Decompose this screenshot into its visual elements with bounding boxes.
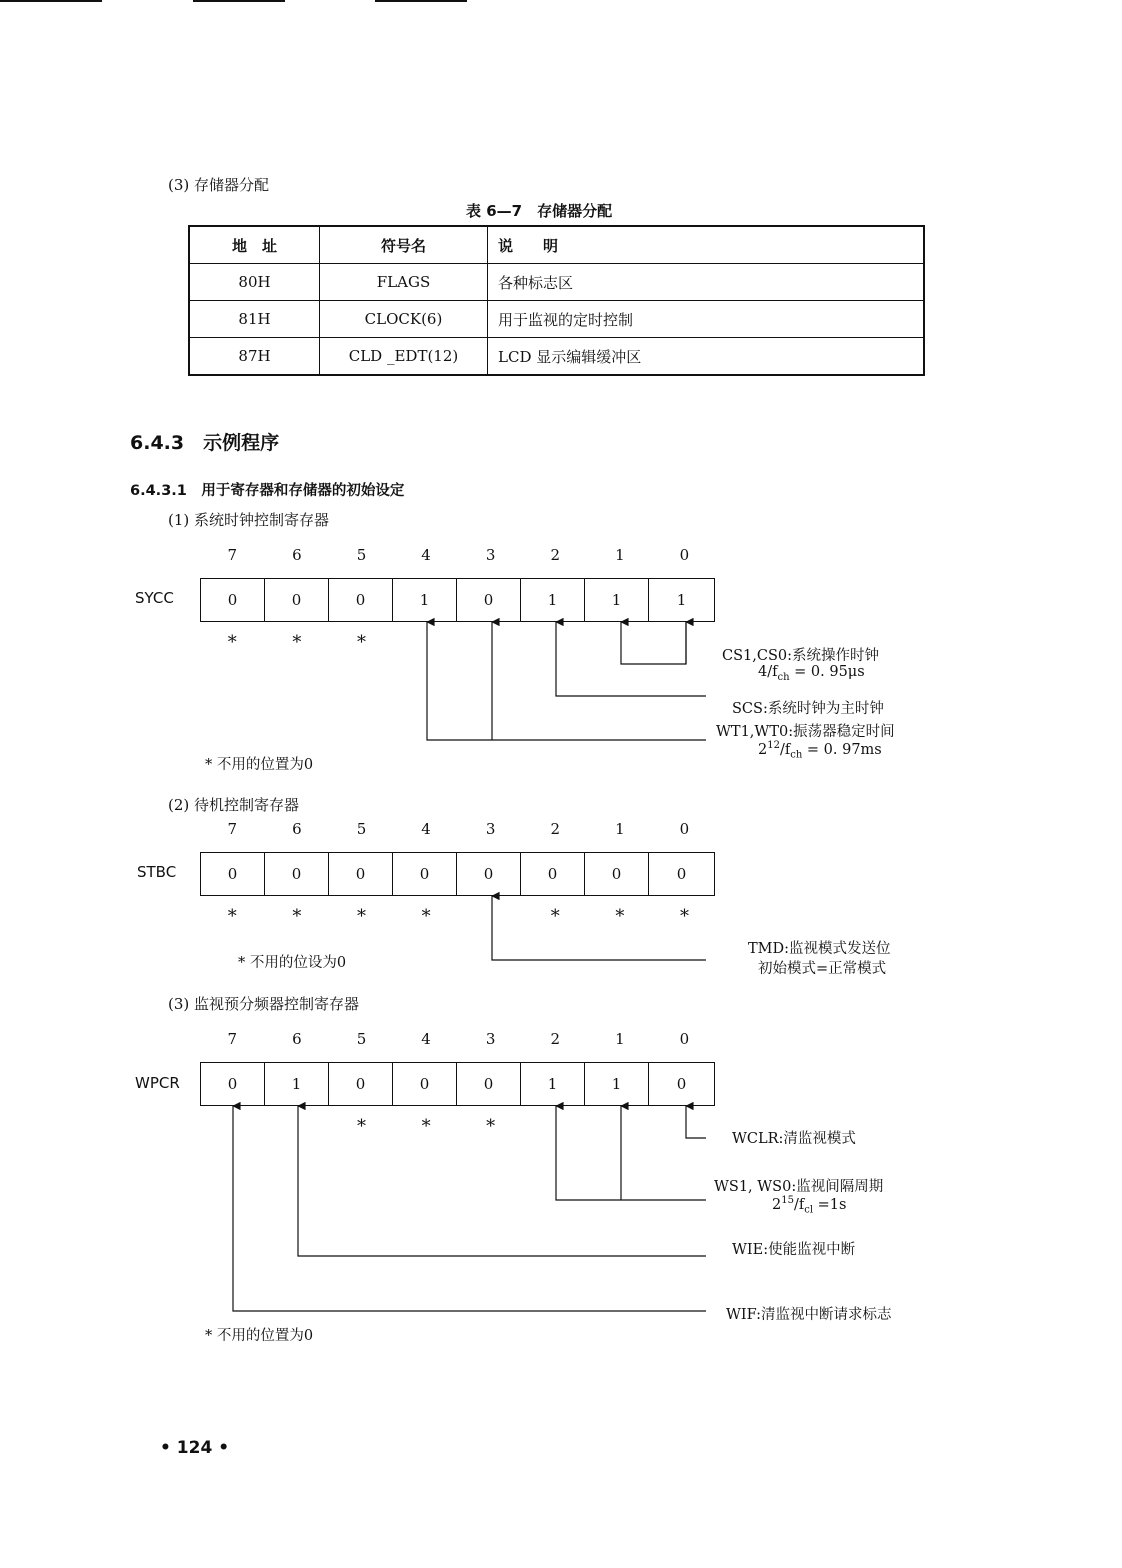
- bit-number: 0: [679, 546, 690, 564]
- page-number: • 124 •: [160, 1438, 230, 1458]
- bit-number: 4: [421, 546, 431, 564]
- cell-symbol: FLAGS: [320, 264, 488, 301]
- cell-symbol: CLOCK(6): [320, 301, 488, 338]
- wpcr-footnote: * 不用的位置为0: [205, 1328, 314, 1344]
- sycc-footnote: * 不用的位置为0: [205, 757, 314, 773]
- bit-number: 7: [227, 546, 238, 564]
- bit-number: 3: [485, 820, 496, 838]
- wpcr-arrow-wie: [298, 1106, 706, 1256]
- bit-number: 4: [421, 820, 431, 838]
- bit-cell: 0: [457, 1063, 521, 1105]
- cell-description: 各种标志区: [488, 264, 925, 301]
- bit-cell: 0: [457, 853, 521, 895]
- col-description: 说 明: [488, 226, 925, 264]
- wpcr-arrow-wif: [233, 1106, 706, 1311]
- bit-cell: 1: [265, 1063, 329, 1105]
- bit-cell: 0: [265, 579, 329, 621]
- bit-number: 0: [679, 1030, 690, 1048]
- bit-cell: 0: [676, 865, 687, 883]
- bit-cell: 1: [521, 1063, 585, 1105]
- unused-marker: *: [292, 906, 302, 927]
- unused-marker: *: [550, 906, 560, 927]
- unused-marker: *: [227, 906, 237, 927]
- bit-number: 1: [615, 1030, 625, 1048]
- wpcr-note-ws-value: $2^{15}/f_{cl} =1s$: [772, 1195, 847, 1216]
- bit-number: 1: [615, 546, 625, 564]
- wpcr-note-wif: WIF:清监视中断请求标志: [726, 1307, 892, 1323]
- section-heading-643: 6.4.3 示例程序: [130, 432, 280, 454]
- sycc-note-cs: CS1,CS0:系统操作时钟: [722, 648, 880, 664]
- cell-address: 81H: [189, 301, 320, 338]
- table-caption: 表 6—7 存储器分配: [466, 202, 613, 220]
- bit-number: 6: [292, 1030, 302, 1048]
- unused-marker: *: [227, 632, 237, 653]
- unused-marker: *: [292, 632, 302, 653]
- section-heading-6431: 6.4.3.1 用于寄存器和存储器的初始设定: [130, 483, 405, 499]
- bit-number: 5: [356, 546, 367, 564]
- bit-cell: 0: [201, 1063, 265, 1105]
- stbc-register-name: STBC: [137, 863, 177, 881]
- cell-address: 87H: [189, 338, 320, 376]
- sycc-arrow-cs: [621, 622, 686, 664]
- bit-number: 2: [550, 820, 561, 838]
- bit-cell: 1: [676, 591, 687, 609]
- bit-cell: 0: [201, 579, 265, 621]
- wpcr-heading: (3) 监视预分频器控制寄存器: [168, 995, 360, 1013]
- bit-cell: 1: [585, 1063, 649, 1105]
- stbc-note-tmd-init: 初始模式=正常模式: [758, 961, 887, 977]
- sycc-arrow-wt1: [427, 622, 706, 740]
- bit-number: 7: [227, 820, 238, 838]
- sycc-note-wt-value: $2^{12}/f_{ch} = 0$. 97ms: [758, 740, 882, 761]
- sycc-note-scs: SCS:系统时钟为主时钟: [732, 701, 884, 717]
- stbc-heading: (2) 待机控制寄存器: [168, 796, 300, 814]
- bit-cell: 0: [265, 853, 329, 895]
- col-address: 地 址: [189, 226, 320, 264]
- stbc-arrow-tmd: [492, 896, 706, 960]
- bit-number: 6: [292, 820, 302, 838]
- bit-number: 0: [679, 820, 690, 838]
- stbc-footnote: * 不用的位设为0: [238, 955, 347, 971]
- col-symbol: 符号名: [320, 226, 488, 264]
- unused-marker: *: [356, 906, 366, 927]
- wpcr-arrow-ws1: [556, 1106, 706, 1200]
- bit-cell: 0: [393, 853, 457, 895]
- bit-number: 3: [485, 1030, 496, 1048]
- sycc-register-name: SYCC: [135, 589, 174, 607]
- unused-marker: *: [356, 1116, 366, 1137]
- stbc-note-tmd: TMD:监视模式发送位: [748, 941, 891, 957]
- bit-cell: 0: [393, 1063, 457, 1105]
- bit-cell: 1: [393, 579, 457, 621]
- bit-number: 7: [227, 1030, 238, 1048]
- cell-address: 80H: [189, 264, 320, 301]
- sycc-heading: (1) 系统时钟控制寄存器: [168, 511, 330, 529]
- sycc-arrow-scs: [556, 622, 706, 696]
- bit-number: 6: [292, 546, 302, 564]
- bit-cell: 0: [521, 853, 585, 895]
- unused-marker: *: [486, 1116, 496, 1137]
- bit-cell: 0: [585, 853, 649, 895]
- wpcr-note-wie: WIE:使能监视中断: [732, 1242, 856, 1258]
- unused-marker: *: [679, 906, 689, 927]
- bit-cell: 0: [329, 1063, 393, 1105]
- wpcr-register-name: WPCR: [135, 1074, 180, 1092]
- cell-description: LCD 显示编辑缓冲区: [488, 338, 925, 376]
- bit-cell: 0: [329, 579, 393, 621]
- unused-marker: *: [356, 632, 366, 653]
- bit-cell: 1: [585, 579, 649, 621]
- bit-cell: 0: [457, 579, 521, 621]
- unused-marker: *: [615, 906, 625, 927]
- bit-number: 3: [485, 546, 496, 564]
- cell-symbol: CLD _EDT(12): [320, 338, 488, 376]
- cell-description: 用于监视的定时控制: [488, 301, 925, 338]
- bit-number: 2: [550, 1030, 561, 1048]
- bit-number: 5: [356, 1030, 367, 1048]
- bit-number: 4: [421, 1030, 431, 1048]
- wpcr-note-ws: WS1, WS0:监视间隔周期: [714, 1179, 884, 1195]
- wpcr-note-wclr: WCLR:清监视模式: [732, 1131, 856, 1147]
- sycc-note-cs-value: $4/f_{ch} = 0$. 95μs: [758, 664, 865, 683]
- bit-cell: 0: [201, 853, 265, 895]
- bit-cell: 1: [521, 579, 585, 621]
- memory-heading: (3) 存储器分配: [168, 176, 270, 194]
- sycc-note-wt: WT1,WT0:振荡器稳定时间: [716, 724, 895, 740]
- unused-marker: *: [421, 906, 431, 927]
- bit-number: 2: [550, 546, 561, 564]
- bit-number: 1: [615, 820, 625, 838]
- bit-cell: 0: [329, 853, 393, 895]
- bit-cell: 0: [676, 1075, 687, 1093]
- unused-marker: *: [421, 1116, 431, 1137]
- wpcr-arrow-wclr: [686, 1106, 706, 1138]
- bit-number: 5: [356, 820, 367, 838]
